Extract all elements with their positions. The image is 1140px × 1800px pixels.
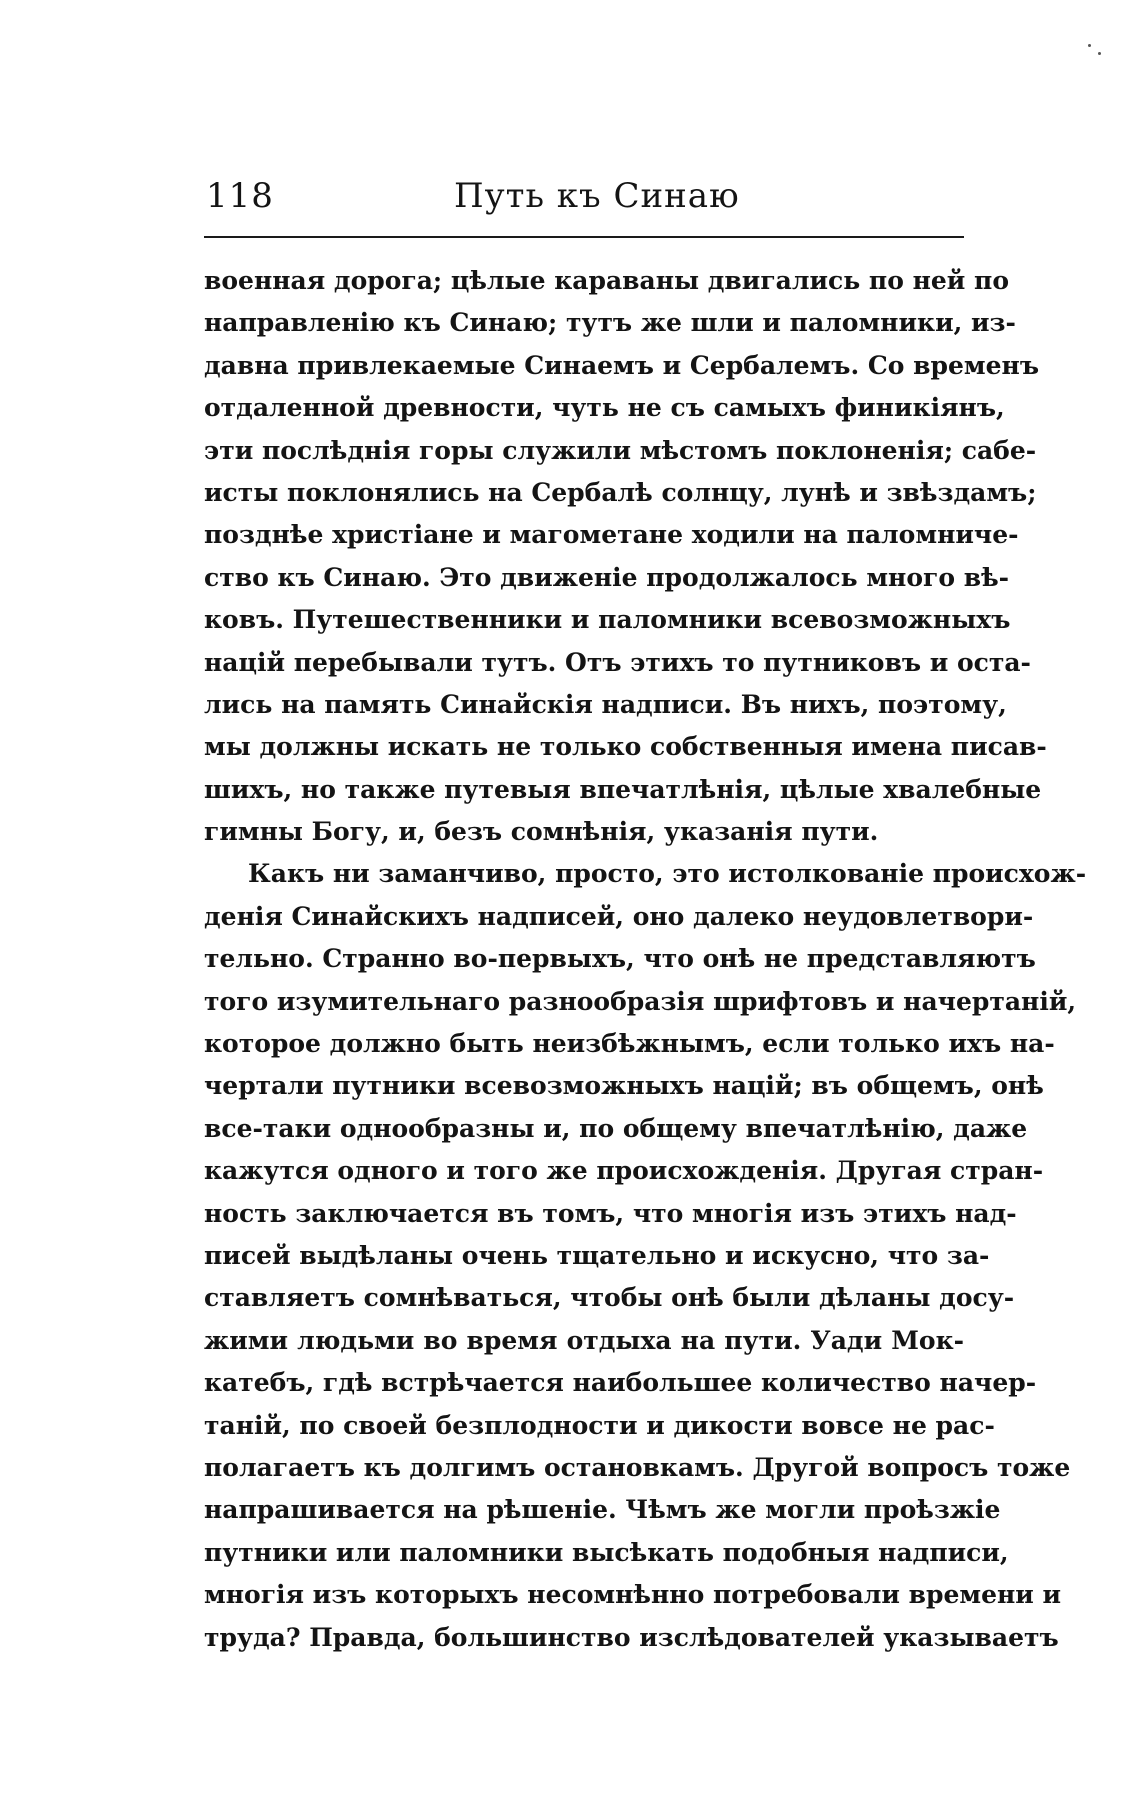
text-line: ставляетъ сомнѣваться, чтобы онѣ были дѣланы досу- [204,1283,1015,1313]
paragraph-2 [204,853,1087,1658]
text-line: шихъ, но также путевыя впечатлѣнія, цѣлые хвалебные [204,774,1042,804]
text-line: напрашивается на рѣшеніе. Чѣмъ же могли проѣзжіе [204,1495,1001,1525]
running-title: Путь къ Синаю [454,176,740,216]
page-number: 118 [206,176,274,216]
text-line: кажутся одного и того же происхожденія. Другая стран- [204,1156,1044,1186]
text-line: военная дорога; цѣлые караваны двигались по ней по [204,266,1010,295]
text-line: Какъ ни заманчиво, просто, это истолкованіе происхож- [248,859,1087,889]
text-line: тельно. Странно во-первыхъ, что онѣ не представляютъ [204,944,1036,974]
text-line: все-таки однообразны и, по общему впечатлѣнію, даже [204,1113,1028,1143]
running-head [206,176,964,232]
text-line: катебъ, гдѣ встрѣчается наибольшее количество начер- [204,1368,1037,1398]
text-line: отдаленной древности, чуть не съ самыхъ финикіянъ, [204,393,1005,423]
text-line: которое должно быть неизбѣжнымъ, если только ихъ на- [204,1029,1055,1059]
text-line: многія изъ которыхъ несомнѣнно потребовали времени и [204,1580,1062,1610]
text-line: того изумительнаго разнообразія шрифтовъ и начертаній, [204,986,1077,1016]
scan-speck [1098,52,1101,55]
text-line: мы должны искать не только собственныя имена писав- [204,732,1047,762]
text-line: исты поклонялись на Сербалѣ солнцу, лунѣ и звѣздамъ; [204,477,1037,507]
text-line: направленію къ Синаю; тутъ же шли и паломники, из- [204,308,1016,338]
text-line: эти послѣднія горы служили мѣстомъ поклоненія; сабе- [204,435,1037,465]
text-line: путники или паломники высѣкать подобныя надписи, [204,1537,1009,1567]
text-line: таній, по своей безплодности и дикости вовсе не рас- [204,1410,995,1440]
text-line: труда? Правда, большинство изслѣдователей указываетъ [204,1622,1059,1652]
text-line: чертали путники всевозможныхъ націй; въ общемъ, онѣ [204,1071,1044,1101]
text-line: лись на память Синайскія надписи. Въ нихъ, поэтому, [204,689,1007,719]
text-line: жими людьми во время отдыха на пути. Уади Мок- [204,1325,964,1355]
text-line: ковъ. Путешественники и паломники всевозможныхъ [204,605,1011,635]
header-rule [204,236,964,238]
text-line: давна привлекаемые Синаемъ и Сербалемъ. Со временъ [204,350,1040,380]
text-line: позднѣе христіане и магометане ходили на паломниче- [204,520,1019,550]
body-text [204,260,1087,1659]
text-line: ство къ Синаю. Это движеніе продолжалось много вѣ- [204,562,1010,592]
scan-speck [1088,44,1091,47]
text-line: ность заключается въ томъ, что многія изъ этихъ над- [204,1198,1017,1228]
text-line: полагаетъ къ долгимъ остановкамъ. Другой вопросъ тоже [204,1452,1071,1482]
text-line: гимны Богу, и, безъ сомнѣнія, указанія пути. [204,817,879,847]
text-line: писей выдѣланы очень тщательно и искусно, что за- [204,1240,990,1270]
paragraph-1 [204,260,1047,853]
text-line: націй перебывали тутъ. Отъ этихъ то путниковъ и оста- [204,647,1031,677]
text-line: денія Синайскихъ надписей, оно далеко неудовлетвори- [204,901,1034,931]
